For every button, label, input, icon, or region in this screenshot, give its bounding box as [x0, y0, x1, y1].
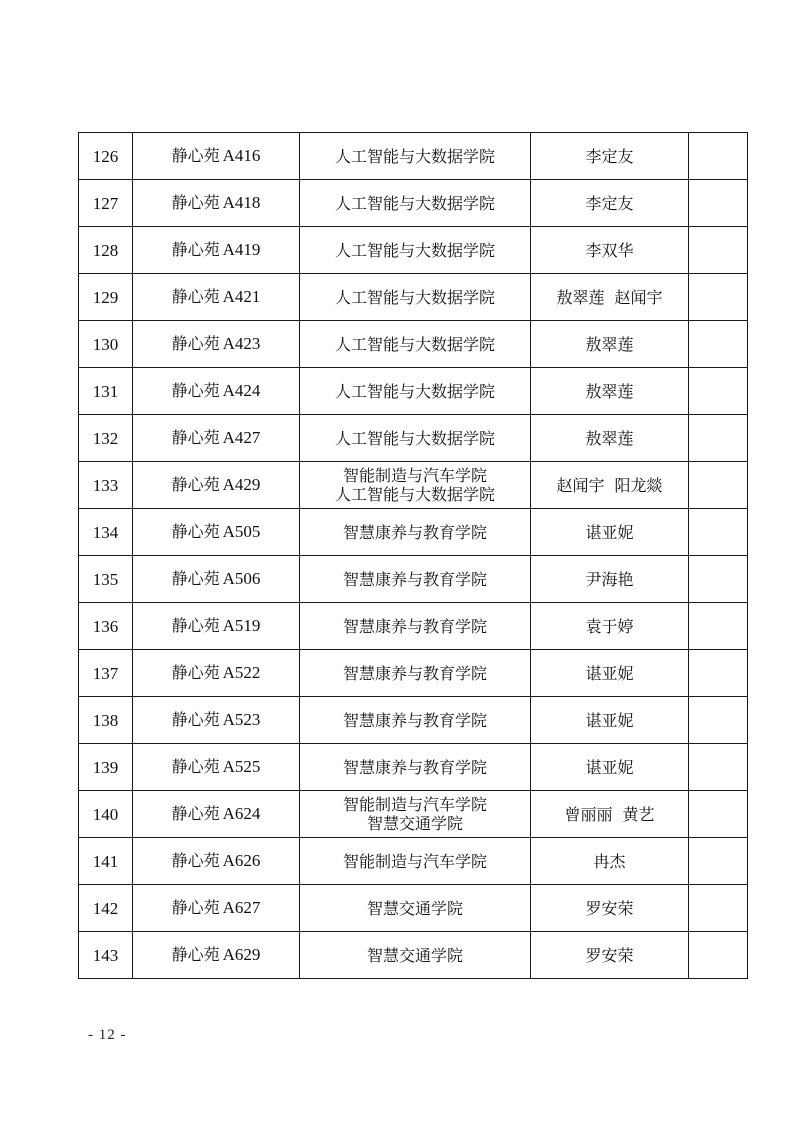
row-number-cell: 133: [79, 462, 133, 509]
room-building: 静心苑: [171, 381, 220, 400]
teacher-name: 敖翠莲: [585, 334, 634, 354]
room-building: 静心苑: [171, 146, 220, 165]
row-number-cell: 137: [79, 650, 133, 697]
college-name: 智慧交通学院: [366, 898, 463, 918]
room-cell: [133, 133, 300, 180]
teacher-name: 罗安荣: [585, 898, 634, 918]
table-row: [79, 650, 748, 697]
row-number-cell: 141: [79, 838, 133, 885]
college-cell: [300, 697, 531, 744]
room-cell: [133, 180, 300, 227]
table-row: [79, 791, 748, 838]
teacher-cell: [531, 462, 689, 509]
row-number-cell: 138: [79, 697, 133, 744]
college-name: 智能制造与汽车学院: [342, 851, 487, 871]
college-name: 人工智能与大数据学院: [334, 428, 495, 448]
college-name: 智能制造与汽车学院: [342, 466, 487, 485]
teacher-name: 尹海艳: [585, 569, 634, 589]
college-cell: [300, 321, 531, 368]
table-row: [79, 885, 748, 932]
teacher-name: 敖翠莲: [556, 287, 605, 307]
room-building: 静心苑: [171, 898, 220, 917]
row-number-cell: 128: [79, 227, 133, 274]
room-code: A506: [222, 569, 261, 588]
teacher-cell: [531, 838, 689, 885]
teacher-name: 敖翠莲: [585, 428, 634, 448]
room-building: 静心苑: [171, 428, 220, 447]
remark-cell: [689, 838, 748, 885]
room-code: A421: [222, 287, 261, 306]
room-building: 静心苑: [171, 945, 220, 964]
college-cell: [300, 791, 531, 838]
room-building: 静心苑: [171, 616, 220, 635]
teacher-name: 赵闻宇: [556, 475, 605, 495]
room-code: A525: [222, 757, 261, 776]
college-name: 人工智能与大数据学院: [334, 193, 495, 213]
row-number-cell: 127: [79, 180, 133, 227]
room-building: 静心苑: [171, 663, 220, 682]
room-code: A424: [222, 381, 261, 400]
teacher-cell: [531, 509, 689, 556]
room-cell: [133, 462, 300, 509]
college-name: 人工智能与大数据学院: [334, 334, 495, 354]
table-row: [79, 368, 748, 415]
room-building: 静心苑: [171, 475, 220, 494]
table-row: [79, 133, 748, 180]
row-number-cell: 131: [79, 368, 133, 415]
room-cell: [133, 274, 300, 321]
teacher-name: 冉杰: [593, 851, 626, 871]
table-row: [79, 415, 748, 462]
teacher-cell: [531, 885, 689, 932]
teacher-name: 谌亚妮: [585, 710, 634, 730]
teacher-cell: [531, 744, 689, 791]
remark-cell: [689, 227, 748, 274]
teacher-name: 李双华: [585, 240, 634, 260]
dormitory-assignment-table: [78, 132, 748, 979]
remark-cell: [689, 368, 748, 415]
college-cell: [300, 462, 531, 509]
remark-cell: [689, 556, 748, 603]
room-cell: [133, 415, 300, 462]
room-cell: [133, 791, 300, 838]
room-cell: [133, 368, 300, 415]
room-cell: [133, 509, 300, 556]
teacher-name: 李定友: [585, 193, 634, 213]
college-cell: [300, 744, 531, 791]
row-number-cell: 130: [79, 321, 133, 368]
college-name: 智慧康养与教育学院: [342, 663, 487, 683]
room-code: A519: [222, 616, 261, 635]
remark-cell: [689, 932, 748, 979]
room-code: A624: [222, 804, 261, 823]
college-cell: [300, 274, 531, 321]
room-code: A419: [222, 240, 261, 259]
room-code: A416: [222, 146, 261, 165]
table-row: [79, 321, 748, 368]
college-cell: [300, 133, 531, 180]
room-cell: [133, 321, 300, 368]
room-building: 静心苑: [171, 804, 220, 823]
remark-cell: [689, 321, 748, 368]
college-cell: [300, 650, 531, 697]
room-building: 静心苑: [171, 334, 220, 353]
teacher-cell: [531, 603, 689, 650]
teacher-cell: [531, 697, 689, 744]
row-number-cell: 140: [79, 791, 133, 838]
college-cell: [300, 932, 531, 979]
college-cell: [300, 556, 531, 603]
room-code: A522: [222, 663, 261, 682]
teacher-name: 曾丽丽: [564, 804, 613, 824]
teacher-cell: [531, 180, 689, 227]
college-name: 人工智能与大数据学院: [334, 146, 495, 166]
remark-cell: [689, 133, 748, 180]
room-building: 静心苑: [171, 522, 220, 541]
room-building: 静心苑: [171, 569, 220, 588]
room-cell: [133, 227, 300, 274]
page-number: - 12 -: [88, 1027, 127, 1043]
room-cell: [133, 838, 300, 885]
teacher-cell: [531, 791, 689, 838]
table-row: [79, 603, 748, 650]
row-number-cell: 142: [79, 885, 133, 932]
remark-cell: [689, 603, 748, 650]
table-row: [79, 274, 748, 321]
table-row: [79, 697, 748, 744]
college-name: 人工智能与大数据学院: [334, 485, 495, 504]
college-name: 智慧康养与教育学院: [342, 522, 487, 542]
row-number-cell: 135: [79, 556, 133, 603]
room-building: 静心苑: [171, 193, 220, 212]
room-code: A423: [222, 334, 261, 353]
teacher-name: 罗安荣: [585, 945, 634, 965]
teacher-cell: [531, 227, 689, 274]
table-row: [79, 180, 748, 227]
room-code: A523: [222, 710, 261, 729]
remark-cell: [689, 274, 748, 321]
room-building: 静心苑: [171, 757, 220, 776]
remark-cell: [689, 744, 748, 791]
room-cell: [133, 744, 300, 791]
teacher-cell: [531, 321, 689, 368]
college-name: 人工智能与大数据学院: [334, 381, 495, 401]
teacher-name: 黄艺: [622, 804, 655, 824]
teacher-name: 谌亚妮: [585, 522, 634, 542]
college-cell: [300, 368, 531, 415]
teacher-name: 阳龙燚: [614, 475, 663, 495]
room-building: 静心苑: [171, 710, 220, 729]
college-name: 智慧康养与教育学院: [342, 569, 487, 589]
room-cell: [133, 603, 300, 650]
teacher-cell: [531, 274, 689, 321]
teacher-cell: [531, 556, 689, 603]
table-row: [79, 556, 748, 603]
room-code: A505: [222, 522, 261, 541]
row-number-cell: 129: [79, 274, 133, 321]
teacher-cell: [531, 368, 689, 415]
room-code: A629: [222, 945, 261, 964]
remark-cell: [689, 415, 748, 462]
teacher-name: 袁于婷: [585, 616, 634, 636]
room-cell: [133, 556, 300, 603]
college-name: 智慧交通学院: [366, 814, 463, 833]
remark-cell: [689, 791, 748, 838]
college-cell: [300, 603, 531, 650]
remark-cell: [689, 509, 748, 556]
college-name: 智慧康养与教育学院: [342, 616, 487, 636]
room-building: 静心苑: [171, 287, 220, 306]
teacher-name: 李定友: [585, 146, 634, 166]
remark-cell: [689, 462, 748, 509]
remark-cell: [689, 180, 748, 227]
college-cell: [300, 180, 531, 227]
room-code: A626: [222, 851, 261, 870]
teacher-cell: [531, 932, 689, 979]
teacher-name: 谌亚妮: [585, 663, 634, 683]
teacher-cell: [531, 133, 689, 180]
table-row: [79, 838, 748, 885]
row-number-cell: 126: [79, 133, 133, 180]
college-cell: [300, 509, 531, 556]
room-code: A418: [222, 193, 261, 212]
college-name: 智慧交通学院: [366, 945, 463, 965]
row-number-cell: 139: [79, 744, 133, 791]
remark-cell: [689, 885, 748, 932]
row-number-cell: 136: [79, 603, 133, 650]
row-number-cell: 132: [79, 415, 133, 462]
college-name: 人工智能与大数据学院: [334, 240, 495, 260]
room-code: A429: [222, 475, 261, 494]
college-name: 智慧康养与教育学院: [342, 757, 487, 777]
college-name: 人工智能与大数据学院: [334, 287, 495, 307]
teacher-name: 赵闻宇: [614, 287, 663, 307]
room-cell: [133, 932, 300, 979]
table-row: [79, 744, 748, 791]
room-cell: [133, 697, 300, 744]
table-row: [79, 227, 748, 274]
teacher-name: 谌亚妮: [585, 757, 634, 777]
room-building: 静心苑: [171, 851, 220, 870]
remark-cell: [689, 697, 748, 744]
teacher-cell: [531, 415, 689, 462]
college-cell: [300, 885, 531, 932]
table-row: [79, 509, 748, 556]
college-cell: [300, 415, 531, 462]
room-code: A627: [222, 898, 261, 917]
table-row: [79, 932, 748, 979]
table-row: [79, 462, 748, 509]
college-cell: [300, 227, 531, 274]
college-name: 智慧康养与教育学院: [342, 710, 487, 730]
room-cell: [133, 650, 300, 697]
room-building: 静心苑: [171, 240, 220, 259]
teacher-cell: [531, 650, 689, 697]
room-cell: [133, 885, 300, 932]
college-cell: [300, 838, 531, 885]
table-body: [79, 133, 748, 979]
row-number-cell: 134: [79, 509, 133, 556]
row-number-cell: 143: [79, 932, 133, 979]
remark-cell: [689, 650, 748, 697]
teacher-name: 敖翠莲: [585, 381, 634, 401]
college-name: 智能制造与汽车学院: [342, 795, 487, 814]
room-code: A427: [222, 428, 261, 447]
